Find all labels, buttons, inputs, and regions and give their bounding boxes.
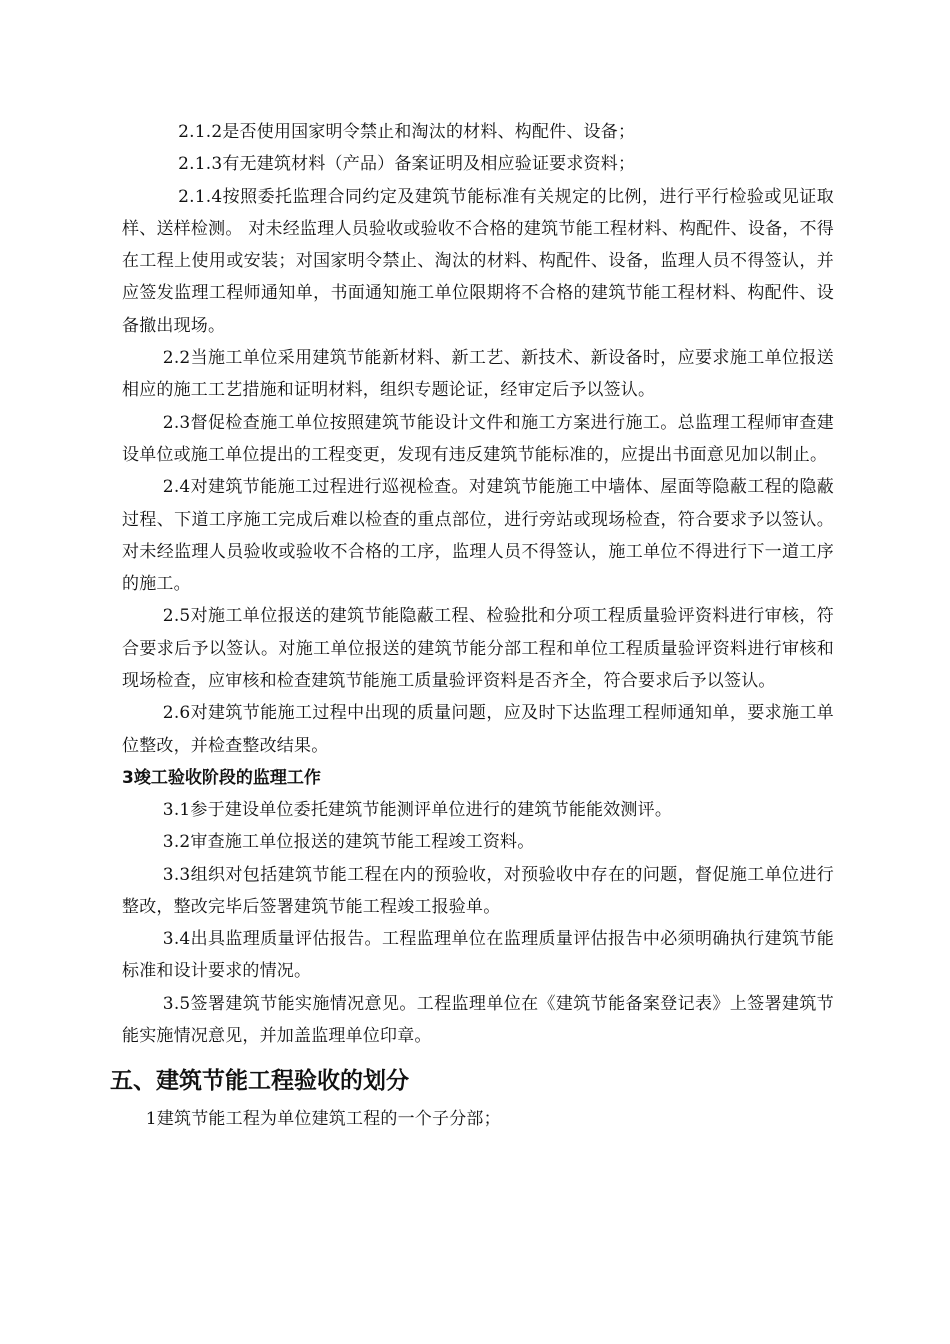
paragraph-2-3: 2.3督促检查施工单位按照建筑节能设计文件和施工方案进行施工。总监理工程师审查建设单位或施工单位提出的工程变更，发现有违反建筑节能标准的，应提出书面意见加以制止。 (122, 412, 834, 465)
paragraph-3-3: 3.3组织对包括建筑节能工程在内的预验收，对预验收中存在的问题，督促施工单位进行整改，整改完毕后签署建筑节能工程竣工报验单。 (122, 864, 834, 917)
section-heading-five: 五、建筑节能工程验收的划分 (110, 1068, 409, 1095)
paragraph-2-1-2: 2.1.2是否使用国家明令禁止和淘汰的材料、构配件、设备； (178, 122, 636, 142)
subheading-completion-acceptance: 3竣工验收阶段的监理工作 (122, 767, 321, 788)
paragraph-3-5: 3.5签署建筑节能实施情况意见。工程监理单位在《建筑节能备案登记表》上签署建筑节能实施情况意见，并加盖监理单位印章。 (122, 993, 834, 1047)
paragraph-2-1-4: 2.1.4按照委托监理合同约定及建筑节能标准有关规定的比例，进行平行检验或见证取样、送样检测。 对未经监理人员验收或验收不合格的建筑节能工程材料、构配件、设备，不得在工程上使用或安装；对国家明令禁止、淘汰的材料、构配件、设备，监理人员不得签认，并应签发监理工程师通知单，书面通知施工单位限期将不合格的建筑节能工程材料、构配件、设备撤出现场。 (122, 186, 834, 336)
paragraph-2-2: 2.2当施工单位采用建筑节能新材料、新工艺、新技术、新设备时，应要求施工单位报送相应的施工工艺措施和证明材料，组织专题论证，经审定后予以签认。 (122, 348, 834, 401)
paragraph-2-1-3: 2.1.3有无建筑材料（产品）备案证明及相应验证要求资料； (178, 154, 636, 175)
paragraph-2-6: 2.6对建筑节能施工过程中出现的质量问题，应及时下达监理工程师通知单，要求施工单位整改，并检查整改结果。 (122, 703, 834, 756)
document-body (110, 116, 834, 1136)
paragraph-3-4: 3.4出具监理质量评估报告。工程监理单位在监理质量评估报告中必须明确执行建筑节能标准和设计要求的情况。 (122, 929, 834, 982)
paragraph-3-2: 3.2审查施工单位报送的建筑节能工程竣工资料。 (162, 832, 535, 853)
paragraph-2-4: 2.4对建筑节能施工过程进行巡视检查。对建筑节能施工中墙体、屋面等隐蔽工程的隐蔽过程、下道工序施工完成后难以检查的重点部位，进行旁站或现场检查，符合要求予以签认。对未经监理人员验收或验收不合格的工序，监理人员不得签认，施工单位不得进行下一道工序的施工。 (122, 477, 834, 595)
paragraph-3-1: 3.1参于建设单位委托建筑节能测评单位进行的建筑节能能效测评。 (162, 799, 673, 820)
paragraph-2-5: 2.5对施工单位报送的建筑节能隐蔽工程、检验批和分项工程质量验评资料进行审核，符合要求后予以签认。对施工单位报送的建筑节能分部工程和单位工程质量验评资料进行审核和现场检查，应审核和检查建筑节能施工质量验评资料是否齐全，符合要求后予以签认。 (122, 606, 834, 692)
paragraph-5-1: 1建筑节能工程为单位建筑工程的一个子分部； (145, 1109, 501, 1130)
